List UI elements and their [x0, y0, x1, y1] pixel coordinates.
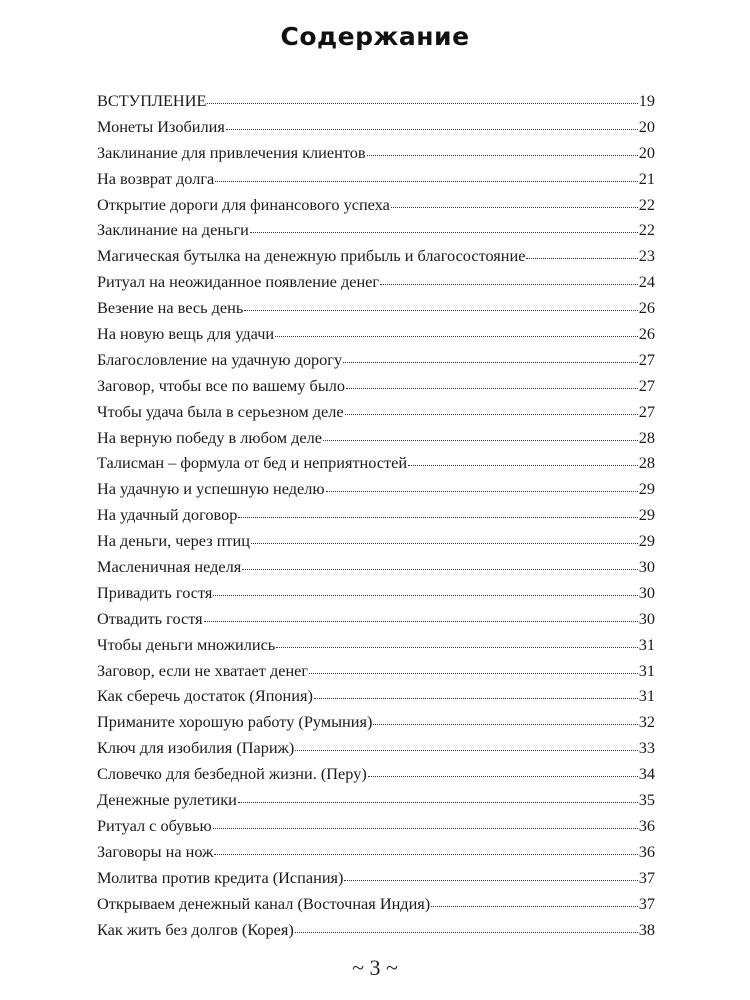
toc-entry-page: 31: [638, 686, 655, 706]
page-title: Содержание: [280, 22, 470, 51]
toc-entry-page: 35: [638, 790, 655, 810]
toc-entry-page: 23: [638, 246, 655, 266]
toc-entry-page: 27: [638, 375, 655, 395]
toc-entry: [97, 476, 655, 502]
dot-leader: [431, 906, 638, 907]
toc-entry-page: 30: [638, 582, 655, 602]
dot-leader: [213, 828, 638, 829]
dot-leader: [251, 543, 638, 544]
toc-entry-page: 28: [638, 427, 655, 447]
toc-entry: [97, 658, 655, 684]
dot-leader: [238, 517, 637, 518]
dot-leader: [309, 673, 638, 674]
toc-entry-page: 33: [638, 738, 655, 758]
toc-entry: [97, 839, 655, 865]
toc-entry-page: 28: [638, 453, 655, 473]
toc-entry-page: 24: [638, 272, 655, 292]
toc-entry: [97, 580, 655, 606]
toc-entry-page: 22: [638, 220, 655, 240]
dot-leader: [295, 932, 638, 933]
toc-entry-title: На удачную и успешную неделю: [97, 479, 325, 499]
toc-entry: [97, 217, 655, 243]
toc-entry: [97, 114, 655, 140]
dot-leader: [526, 258, 637, 259]
toc-entry: [97, 347, 655, 373]
toc-entry: [97, 140, 655, 166]
toc-entry: [97, 295, 655, 321]
toc-entry-title: На новую вещь для удачи: [97, 324, 275, 344]
dot-leader: [368, 776, 638, 777]
toc-entry: [97, 528, 655, 554]
toc-entry: [97, 709, 655, 735]
toc-entry-title: Заговор, чтобы все по вашему было: [97, 375, 346, 395]
toc-entry-title: На верную победу в любом деле: [97, 427, 322, 447]
toc-entry-title: Чтобы удача была в серьезном деле: [97, 401, 344, 421]
toc-entry-title: Отвадить гостя: [97, 608, 203, 628]
dot-leader: [207, 103, 637, 104]
toc-entry: [97, 813, 655, 839]
toc-entry-page: 36: [638, 815, 655, 835]
toc-entry-title: Привадить гостя: [97, 582, 213, 602]
dot-leader: [295, 750, 637, 751]
toc-entry-page: 26: [638, 298, 655, 318]
dot-leader: [242, 569, 637, 570]
toc-entry-page: 38: [638, 919, 655, 939]
toc-entry-page: 37: [638, 867, 655, 887]
toc-entry-title: Ритуал с обувью: [97, 815, 212, 835]
toc-entry-title: ВСТУПЛЕНИЕ: [97, 91, 207, 110]
toc-entry-title: Монеты Изобилия: [97, 116, 225, 136]
toc-entry-title: Как жить без долгов (Корея): [97, 919, 294, 939]
dot-leader: [323, 440, 638, 441]
dot-leader: [213, 595, 637, 596]
toc-entry: [97, 761, 655, 787]
toc-entry-title: Заговоры на нож: [97, 841, 214, 861]
dot-leader: [204, 621, 638, 622]
toc-entry-page: 27: [638, 349, 655, 369]
toc-entry-page: 20: [638, 142, 655, 162]
toc-entry-page: 29: [638, 479, 655, 499]
toc-entry: [97, 192, 655, 218]
toc-entry: [97, 166, 655, 192]
dot-leader: [238, 802, 638, 803]
toc-entry-page: 19: [638, 91, 655, 110]
toc-entry-page: 27: [638, 401, 655, 421]
dot-leader: [367, 155, 638, 156]
toc-entry-title: Как сберечь достаток (Япония): [97, 686, 313, 706]
toc-entry: [97, 865, 655, 891]
toc-entry-page: 31: [638, 634, 655, 654]
toc-entry: [97, 321, 655, 347]
toc-entry: [97, 88, 655, 114]
toc-entry-title: Заклинание на деньги: [97, 220, 249, 240]
toc-entry-page: 31: [638, 660, 655, 680]
toc-entry: [97, 891, 655, 917]
dot-leader: [275, 336, 638, 337]
toc-entry-title: Магическая бутылка на денежную прибыль и благосостояние: [97, 246, 526, 266]
dot-leader: [314, 698, 638, 699]
toc-entry-title: Ритуал на неожиданное появление денег: [97, 272, 380, 292]
dot-leader: [276, 647, 637, 648]
toc-entry-title: Масленичная неделя: [97, 557, 242, 577]
page-number: ~ 3 ~: [352, 955, 398, 980]
toc-entry-title: Чтобы деньги множились: [97, 634, 276, 654]
toc-entry-title: Приманите хорошую работу (Румыния): [97, 712, 373, 732]
toc-entry: [97, 606, 655, 632]
toc-entry: [97, 554, 655, 580]
toc-entry-page: 22: [638, 194, 655, 214]
toc-entry-title: На деньги, через птиц: [97, 531, 250, 551]
dot-leader: [215, 181, 637, 182]
toc-entry: [97, 683, 655, 709]
toc-entry-page: 20: [638, 116, 655, 136]
toc-entry-page: 29: [638, 505, 655, 525]
dot-leader: [345, 414, 638, 415]
toc-entry-title: Заклинание для привлечения клиентов: [97, 142, 366, 162]
toc-entry-title: Словечко для безбедной жизни. (Перу): [97, 764, 367, 784]
toc-entry-title: На удачный договор: [97, 505, 238, 525]
dot-leader: [226, 129, 638, 130]
toc-entry: [97, 917, 655, 943]
toc-entry-title: Заговор, если не хватает денег: [97, 660, 309, 680]
dot-leader: [343, 362, 638, 363]
toc-entry-page: 29: [638, 531, 655, 551]
toc-entry-title: Везение на весь день: [97, 298, 244, 318]
toc-entry: [97, 399, 655, 425]
toc-entry-title: Молитва против кредита (Испания): [97, 867, 344, 887]
dot-leader: [373, 724, 637, 725]
toc-entry-title: Благословление на удачную дорогу: [97, 349, 343, 369]
toc-entry: [97, 450, 655, 476]
toc-entry: [97, 632, 655, 658]
toc-entry-title: Ключ для изобилия (Париж): [97, 738, 295, 758]
toc-entry: [97, 243, 655, 269]
dot-leader: [344, 880, 637, 881]
toc-entry-page: 26: [638, 324, 655, 344]
toc-entry-page: 30: [638, 557, 655, 577]
table-of-contents: [97, 88, 655, 942]
dot-leader: [408, 465, 638, 466]
toc-entry-page: 30: [638, 608, 655, 628]
dot-leader: [214, 854, 637, 855]
toc-entry-page: 36: [638, 841, 655, 861]
toc-entry-page: 32: [638, 712, 655, 732]
toc-entry-page: 37: [638, 893, 655, 913]
toc-entry: [97, 735, 655, 761]
dot-leader: [346, 388, 638, 389]
toc-entry: [97, 787, 655, 813]
dot-leader: [250, 232, 638, 233]
toc-entry: [97, 269, 655, 295]
toc-entry-title: На возврат долга: [97, 168, 215, 188]
dot-leader: [391, 207, 638, 208]
toc-entry-title: Открываем денежный канал (Восточная Индия): [97, 893, 431, 913]
toc-entry: [97, 425, 655, 451]
dot-leader: [380, 284, 638, 285]
toc-entry-title: Открытие дороги для финансового успеха: [97, 194, 390, 214]
toc-entry-title: Талисман – формула от бед и неприятностей: [97, 453, 408, 473]
toc-entry-title: Денежные рулетики: [97, 790, 237, 810]
toc-entry-page: 21: [638, 168, 655, 188]
dot-leader: [244, 310, 637, 311]
dot-leader: [326, 491, 638, 492]
toc-entry: [97, 373, 655, 399]
toc-entry-page: 34: [638, 764, 655, 784]
toc-entry: [97, 502, 655, 528]
